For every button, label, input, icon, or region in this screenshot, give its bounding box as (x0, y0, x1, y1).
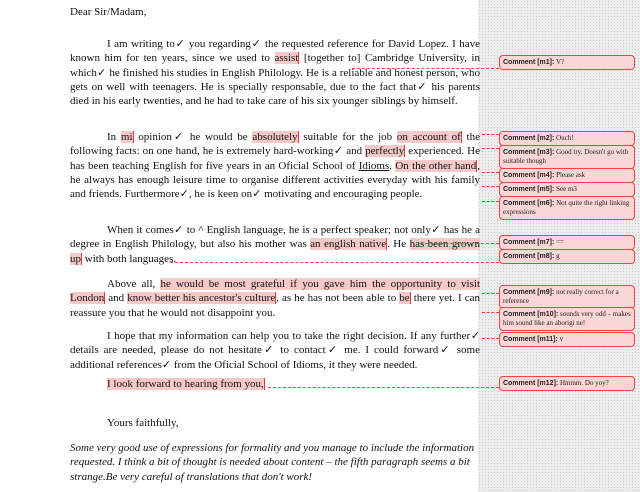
text-run: suitable for the job (298, 131, 397, 143)
comment-balloon-m11[interactable] (499, 332, 635, 347)
text-run: the following facts: on one hand, he is extremely hard-working✓ and (70, 131, 480, 158)
paragraph-6 (70, 377, 480, 391)
text-run: , as he has not been able to (276, 292, 400, 305)
comment-text: Good try. Doesn't go with suitable though (503, 148, 629, 165)
comment-label: Comment [m9]: (503, 289, 555, 296)
comment-label: Comment [m6]: (503, 200, 555, 207)
comment-balloon-m10[interactable] (499, 307, 635, 331)
commented-text[interactable]: has been grown up (70, 238, 480, 265)
comment-label: Comment [m12]: (503, 380, 559, 387)
comment-balloon-m7[interactable] (499, 235, 635, 250)
text-run: . (389, 159, 396, 172)
text-run: Above all, (107, 278, 161, 290)
comment-label: Comment [m11]: (503, 336, 558, 343)
comment-text: Please ask (556, 171, 586, 179)
commented-text[interactable]: mi (120, 131, 133, 143)
text-run: experienced. He has been teaching English for five years in an Oficial School of (70, 145, 480, 172)
commented-text[interactable]: I look forward to hearing from you, (107, 378, 264, 390)
comment-label: Comment [m1]: (503, 59, 555, 66)
commented-text[interactable]: on account of (396, 131, 461, 143)
closing: Yours faithfully, (107, 417, 179, 429)
text-run: opinion✓ he would be (133, 131, 253, 143)
commented-text[interactable]: know better his ancestor's culture (127, 292, 276, 305)
salutation: Dear Sir/Madam, (70, 6, 147, 18)
text-run: there yet. I can reassure you that he would not disappoint you. (70, 292, 480, 319)
text-run: [together to] Cambridge University, in which✓ he finished his studies in English Philology. He is a reliable and honest person, who gets on well with teenagers. He is specially responsable, due to the fact that✓ his parents died in his early twenties, and he had to take care of his six younger siblings by himself. (70, 52, 480, 108)
comment-label: Comment [m5]: (503, 186, 555, 193)
text-run: . He (387, 238, 410, 251)
text-run: I am writing to✓ you regarding✓ the requested reference for David Lopez. I have known him for ten years, since we used to (70, 38, 480, 65)
comment-balloon-m9[interactable] (499, 285, 635, 309)
commented-text[interactable]: assist (274, 52, 299, 65)
text-run: I hope that my information can help you to take the right decision. If any further✓ details are needed, please do not hesitate✓ to contact✓ me. I could forward✓ some additional references✓ from the Oficial School of Idioms, it they were needed. (70, 330, 480, 371)
comment-balloon-m8[interactable] (499, 249, 635, 264)
comment-label: Comment [m7]: (503, 239, 555, 246)
comment-balloon-m1[interactable] (499, 55, 635, 70)
paragraph-3 (70, 223, 480, 266)
comment-label: Comment [m3]: (503, 149, 555, 156)
comment-text: sounds very odd – makes him sound like an aborigi ne! (503, 310, 631, 327)
commented-text[interactable]: an english native (310, 238, 387, 251)
comment-text: Not quite the right linking expressions (503, 199, 630, 216)
underlined-text: Idioms (358, 159, 390, 172)
comment-text: not really correct for a reference (503, 288, 619, 305)
commented-text[interactable]: absolutely (252, 131, 298, 143)
commented-text[interactable]: perfectly (365, 145, 405, 158)
comment-text: See m3 (556, 185, 577, 193)
comment-balloon-m2[interactable] (499, 131, 635, 146)
comment-text: v (559, 335, 564, 343)
comment-label: Comment [m4]: (503, 172, 555, 179)
comment-text: Hmmm. Do yoy? (559, 379, 609, 387)
comment-label: Comment [m2]: (503, 135, 555, 142)
text-run: In (107, 131, 121, 143)
commented-text[interactable]: On the other hand (395, 159, 477, 172)
text-run: , he always has enough leisure time to organise different activities everyday with his family and friends. Furthermore✓, he is keen on✓ motivating and encouraging people. (70, 159, 480, 201)
comment-label: Comment [m10]: (503, 311, 559, 318)
comment-balloon-m12[interactable] (499, 376, 635, 391)
paragraph-5 (70, 329, 480, 372)
comment-balloon-m6[interactable] (499, 196, 635, 220)
text-run: with both languages. (82, 252, 177, 265)
paragraph-4 (70, 277, 480, 320)
comment-text: Ouch! (556, 134, 574, 142)
comment-balloon-m3[interactable] (499, 145, 635, 169)
paragraph-1 (70, 37, 480, 108)
comment-text: g (556, 252, 560, 260)
teacher-feedback: Some very good use of expressions for formality and you manage to include the information requested. I think a bit of thought is needed about content – the fifth paragraph seems a bit strange.Be very careful of translations that don't work! (70, 442, 475, 483)
comment-balloon-m4[interactable] (499, 168, 635, 183)
comment-text: == (556, 238, 564, 246)
comment-label: Comment [m8]: (503, 253, 555, 260)
text-run: When it comes✓ to ^ English language, he is a perfect speaker; not only✓ has he a degree in English Philology, but also his mother was (70, 224, 480, 251)
paragraph-2 (70, 130, 480, 201)
text-run: and (105, 292, 128, 305)
commented-text[interactable]: he would be most grateful if you gave him the opportunity to visit London (70, 278, 481, 305)
comment-text: V? (555, 58, 565, 66)
comment-balloon-m5[interactable] (499, 182, 635, 197)
commented-text[interactable]: be (399, 292, 410, 305)
